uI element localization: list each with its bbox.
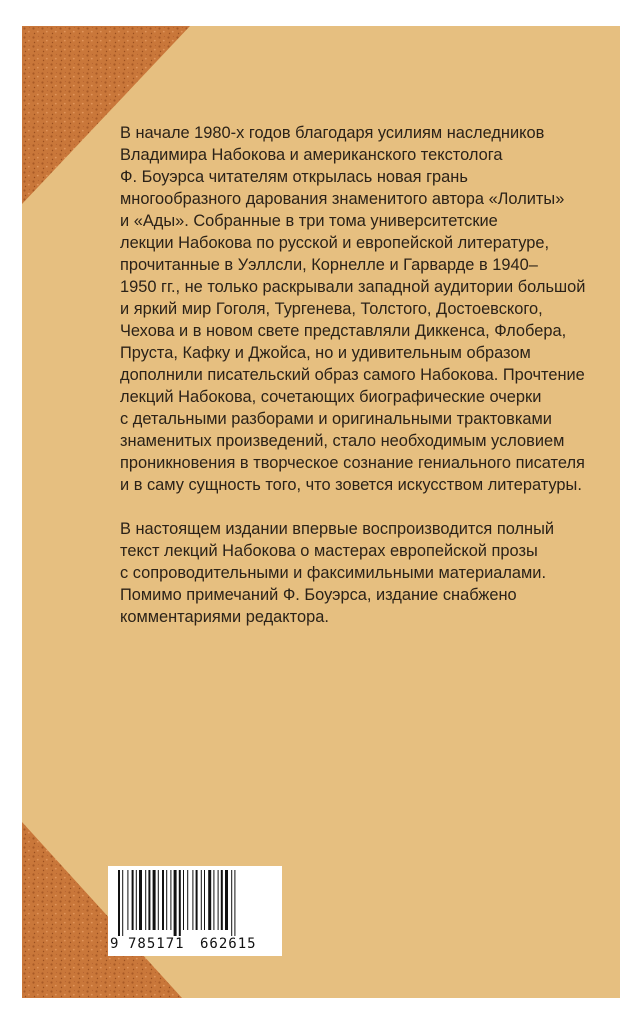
annotation-paragraph-2	[120, 518, 600, 628]
barcode-bar	[145, 870, 146, 930]
isbn-barcode	[108, 866, 282, 956]
barcode-bar	[231, 870, 232, 936]
text-line: Ф. Боуэрса читателям открылась новая грань	[120, 168, 468, 186]
barcode-bar	[166, 870, 167, 930]
barcode-digits-right: 662615	[200, 936, 257, 952]
barcode-bar	[221, 870, 223, 930]
barcode-bars	[108, 866, 282, 936]
text-line: многообразного дарования знаменитого автора «Лолиты»	[120, 190, 565, 208]
barcode-bar	[158, 870, 159, 930]
text-line: с сопроводительными и факсимильными материалами.	[120, 564, 547, 582]
barcode-bar	[204, 870, 205, 930]
barcode-bar	[136, 870, 137, 930]
barcode-bar	[201, 870, 202, 930]
text-line: Чехова и в новом свете представляли Диккенса, Флобера,	[120, 322, 567, 340]
text-line: В начале 1980-х годов благодаря усилиям наследников	[120, 124, 545, 142]
barcode-bar	[153, 870, 156, 930]
barcode-bar	[162, 870, 164, 930]
barcode-bar	[170, 870, 171, 930]
book-back-cover	[22, 26, 620, 998]
barcode-bar	[225, 870, 228, 930]
text-line: лекций Набокова, сочетающих биографические очерки	[120, 388, 542, 406]
text-line: Владимира Набокова и американского текстолога	[120, 146, 503, 164]
barcode-bar	[196, 870, 198, 930]
text-line: текст лекций Набокова о мастерах европейской прозы	[120, 542, 538, 560]
barcode-bar	[139, 870, 142, 930]
barcode-digits	[108, 936, 282, 954]
text-line: 1950 гг., не только раскрывали западной аудитории большой	[120, 278, 586, 296]
barcode-bar	[183, 870, 184, 930]
text-line: и в саму сущность того, что зовется искусством литературы.	[120, 476, 582, 494]
barcode-bar	[148, 870, 150, 930]
text-line: комментариями редактора.	[120, 608, 329, 626]
barcode-bar	[187, 870, 188, 930]
text-line: и яркий мир Гоголя, Тургенева, Толстого, Достоевского,	[120, 300, 543, 318]
text-line: лекции Набокова по русской и европейской литературе,	[120, 234, 550, 252]
text-line: Пруста, Кафку и Джойса, но и удивительным образом	[120, 344, 531, 362]
barcode-bar	[118, 870, 120, 936]
barcode-digits-left: 785171	[128, 936, 185, 952]
barcode-bar	[234, 870, 235, 936]
text-line: Помимо примечаний Ф. Боуэрса, издание снабжено	[120, 586, 517, 604]
annotation-paragraph-1	[120, 122, 600, 496]
barcode-bar	[122, 870, 123, 936]
barcode-bar	[174, 870, 177, 936]
barcode-bar	[192, 870, 193, 930]
barcode-digit-first: 9	[110, 936, 119, 952]
barcode-bar	[213, 870, 214, 930]
text-line: с детальными разборами и оригинальными трактовками	[120, 410, 552, 428]
text-line: проникновения в творческое сознание гениального писателя	[120, 454, 585, 472]
text-line: В настоящем издании впервые воспроизводится полный	[120, 520, 555, 538]
annotation-text	[120, 122, 600, 650]
text-line: прочитанные в Уэллсли, Корнелле и Гарварде в 1940–	[120, 256, 538, 274]
barcode-bar	[208, 870, 211, 930]
text-line: знаменитых произведений, стало необходимым условием	[120, 432, 565, 450]
text-line: дополнили писательский образ самого Набокова. Прочтение	[120, 366, 585, 384]
barcode-bar	[179, 870, 181, 936]
barcode-bar	[132, 870, 134, 930]
barcode-bar	[127, 870, 128, 930]
text-line: и «Ады». Собранные в три тома университетские	[120, 212, 498, 230]
barcode-bar	[218, 870, 219, 930]
